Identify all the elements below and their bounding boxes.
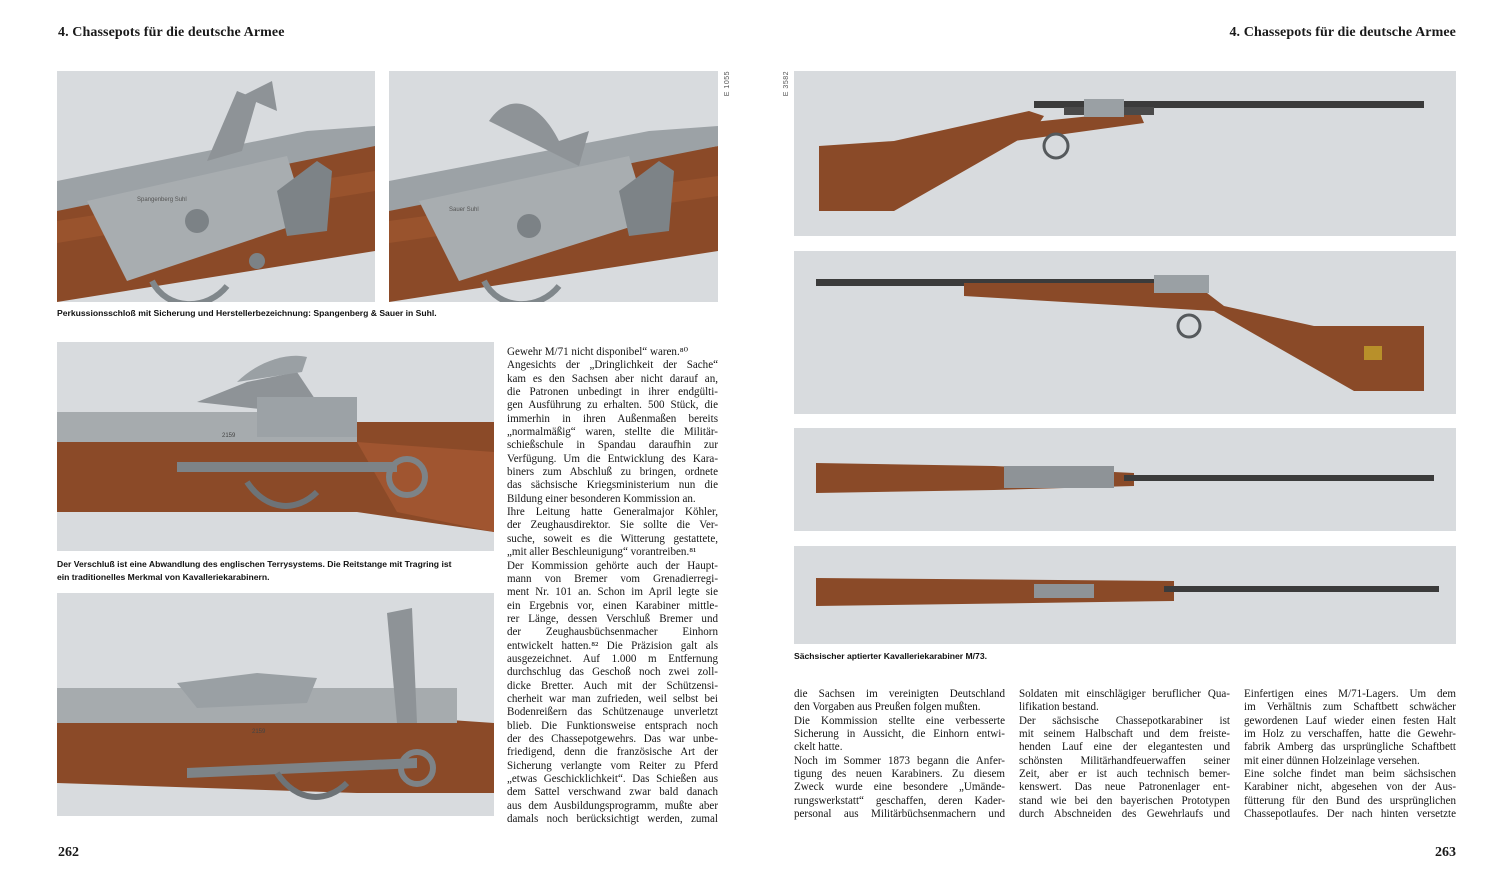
text-line: friedigend, denn die französische Art der xyxy=(507,746,718,759)
text-line: im Verhältnis zum Schaftbett schwächer xyxy=(1244,701,1456,714)
caption-breech xyxy=(57,558,497,584)
photo-carbine-left-side xyxy=(794,251,1456,414)
caption-carbine: Sächsischer aptierter Kavalleriekarabiner M/73. xyxy=(794,651,987,661)
text-line: Eine solche findet man beim sächsischen xyxy=(1244,768,1456,781)
caption-percussion-lock: Perkussionsschloß mit Sicherung und Herstellerbezeichnung: Spangenberg & Sauer in Suhl. xyxy=(57,308,437,318)
photo-breech xyxy=(57,342,494,551)
serial-1: 2159 xyxy=(222,433,236,439)
text-line: schönsten Militärhandfeuerwaffen seiner xyxy=(1019,754,1230,767)
text-line: im Holz zu verschaffen, hatte die Gewehr- xyxy=(1244,728,1456,741)
text-line: biners zum Abschluß zu bringen, ordnete xyxy=(507,466,718,479)
text-line: damals noch berücksichtigt werden, zumal xyxy=(507,813,718,826)
right-body-col-1 xyxy=(794,688,1005,821)
text-line: mann von Bremer vom Grenadierregi- xyxy=(507,572,718,585)
photo-carbine-top xyxy=(794,428,1456,531)
text-line: das sächsische Kriegsministerium nun die xyxy=(507,479,718,492)
left-body-text xyxy=(507,346,718,826)
archive-number-left: E 1055 xyxy=(724,71,731,97)
text-line: rer Länge, dessen Verschluß Bremer und xyxy=(507,612,718,625)
photo-carbine-bottom xyxy=(794,546,1456,644)
text-line: suche, soweit es die Witterung gestattete, xyxy=(507,532,718,545)
text-line: fabrik Amberg das ursprüngliche Schaftbett xyxy=(1244,741,1456,754)
text-line: personal aus Militärbüchsenmachern und xyxy=(794,808,1005,821)
text-line: gen Ausführung zu erhalten. 500 Stück, die xyxy=(507,399,718,412)
text-line: ein Ergebnis vor, einen Karabiner mittle- xyxy=(507,599,718,612)
text-line: Bodenreißern das Schützenauge unverletzt xyxy=(507,706,718,719)
text-line: „normalmäßig“ waren, stellte die Militär- xyxy=(507,426,718,439)
text-line: ausgezeichnet. Auf 1.000 m Entfernung xyxy=(507,652,718,665)
gun-marking-1: Spangenberg Suhl xyxy=(137,197,187,203)
text-line: mit seinem Halbschaft und dem freiste- xyxy=(1019,728,1230,741)
text-line: Soldaten mit einschlägiger beruflicher Qua- xyxy=(1019,688,1230,700)
text-line: fütterung für den Bund des ursprünglichen xyxy=(1244,794,1456,807)
gun-marking-2: Sauer Suhl xyxy=(449,207,479,213)
text-line: gewordenen Lauf wieder einen festen Halt xyxy=(1244,714,1456,727)
text-line: aus dem Ausbildungsprogramm, mußte aber xyxy=(507,799,718,812)
text-line: Sicherung verlangte vom Reiter zu Pferd xyxy=(507,759,718,772)
right-body-col-2 xyxy=(1019,688,1230,821)
right-page-header: 4. Chassepots für die deutsche Armee xyxy=(1229,25,1456,40)
text-line: henden Lauf eine der elegantesten und xyxy=(1019,741,1230,754)
text-line: Sicherung in Aussicht, die Einhorn entwi- xyxy=(794,728,1005,741)
text-line: dicke Bretter. Auch mit der Schützensi- xyxy=(507,679,718,692)
text-line: lifikation bestand. xyxy=(1019,701,1099,714)
text-line: Verfügung. Um die Entwicklung des Kara- xyxy=(507,452,718,465)
text-line: rungswerkstatt“ geschaffen, deren Kader- xyxy=(794,794,1005,807)
text-line: entwickelt hatten.⁸² Die Präzision galt als xyxy=(507,639,718,652)
text-line: ment Nr. 101 an. Schon im April legte sie xyxy=(507,586,718,599)
text-line: ckelt hatte. xyxy=(794,741,843,754)
text-line: kenswert. Das neue Patronenlager ent- xyxy=(1019,781,1230,794)
text-line: „etwas Geschicklichkeit“. Das Schießen aus xyxy=(507,773,718,785)
text-line: Die Kommission stellte eine verbesserte xyxy=(794,714,1005,727)
right-body-col-3 xyxy=(1244,688,1456,821)
text-line: Chassepotlaufes. Der nach hinten versetzte xyxy=(1244,808,1456,821)
right-page-number: 263 xyxy=(1435,845,1456,860)
text-line: blieb. Die Funktionsweise entsprach noch xyxy=(507,719,718,732)
text-line: schießschule in Spandau daraufhin zur xyxy=(507,439,718,452)
text-line: die Sachsen im vereinigten Deutschland xyxy=(794,688,1005,700)
text-line: Ihre Leitung hatte Generalmajor Köhler, xyxy=(507,506,718,519)
caption-breech-line-2: ein traditionelles Merkmal von Kavalleriekarabinern. xyxy=(57,571,270,582)
text-line: Bildung einer besonderen Kommission an. xyxy=(507,492,696,505)
text-line: Der sächsische Chassepotkarabiner ist xyxy=(1019,714,1230,727)
archive-number-right: E 3582 xyxy=(783,71,790,97)
text-line: durchschlug das Geschoß noch zwei zoll- xyxy=(507,666,718,679)
text-line: dem Sattel verschwand zwar bald danach xyxy=(507,786,718,799)
text-line: cherheit war man zufrieden, weil selbst bei xyxy=(507,692,718,705)
text-line: Noch im Sommer 1873 begann die Anfer- xyxy=(794,754,1005,767)
text-line: mit einer dünnen Holzeinlage versehen. xyxy=(1244,754,1420,767)
text-line: der des Chassepotgewehrs. Das war unbe- xyxy=(507,732,718,745)
text-line: immerhin in ihren Außenmaßen bereits xyxy=(507,412,718,425)
left-page-header: 4. Chassepots für die deutsche Armee xyxy=(58,25,285,40)
text-line: tigung des neuen Karabiners. Zu diesem xyxy=(794,768,1005,781)
text-line: „mit aller Beschleunigung“ vorantreiben.⁸¹ xyxy=(507,546,697,559)
text-line: Zweck wurde eine besondere „Umände- xyxy=(794,781,1005,794)
text-line: die Patronen unbedingt in ihrer endgülti- xyxy=(507,386,718,399)
serial-2: 2159 xyxy=(252,729,266,735)
photo-carbine-right-side xyxy=(794,71,1456,236)
text-line: der Zeughausbüchsenmacher Einhorn xyxy=(507,626,718,639)
photo-percussion-lock-2 xyxy=(389,71,718,302)
text-line: Angesichts der „Dringlichkeit der Sache“ xyxy=(507,359,718,372)
text-line: Gewehr M/71 nicht disponibel“ waren.⁸⁰ xyxy=(507,346,688,358)
text-line: Der Kommission gehörte auch der Haupt- xyxy=(507,559,718,572)
text-line: kam es den Sachsen aber nicht darauf an, xyxy=(507,372,718,385)
text-line: stand wie bei den bayerischen Prototypen xyxy=(1019,794,1230,807)
photo-breech-safety xyxy=(57,593,494,816)
photo-percussion-lock-1 xyxy=(57,71,375,302)
caption-breech-line-1: Der Verschluß ist eine Abwandlung des englischen Terrysystems. Die Reitstange mit Tragring ist xyxy=(57,559,452,569)
text-line: der Zeughausdirektor. Sie sollte die Ver- xyxy=(507,519,718,532)
text-line: Zeit, aber er ist auch technisch bemer- xyxy=(1019,768,1230,781)
text-line: den Vorgaben aus Preußen folgen mußten. xyxy=(794,701,981,714)
text-line: durch Abschneiden des Gewehrlaufs und xyxy=(1019,808,1230,821)
left-page-number: 262 xyxy=(58,845,79,860)
text-line: Karabiner nicht, abgesehen von der Aus- xyxy=(1244,781,1456,794)
text-line: Einfertigen eines M/71-Lagers. Um dem xyxy=(1244,688,1456,700)
